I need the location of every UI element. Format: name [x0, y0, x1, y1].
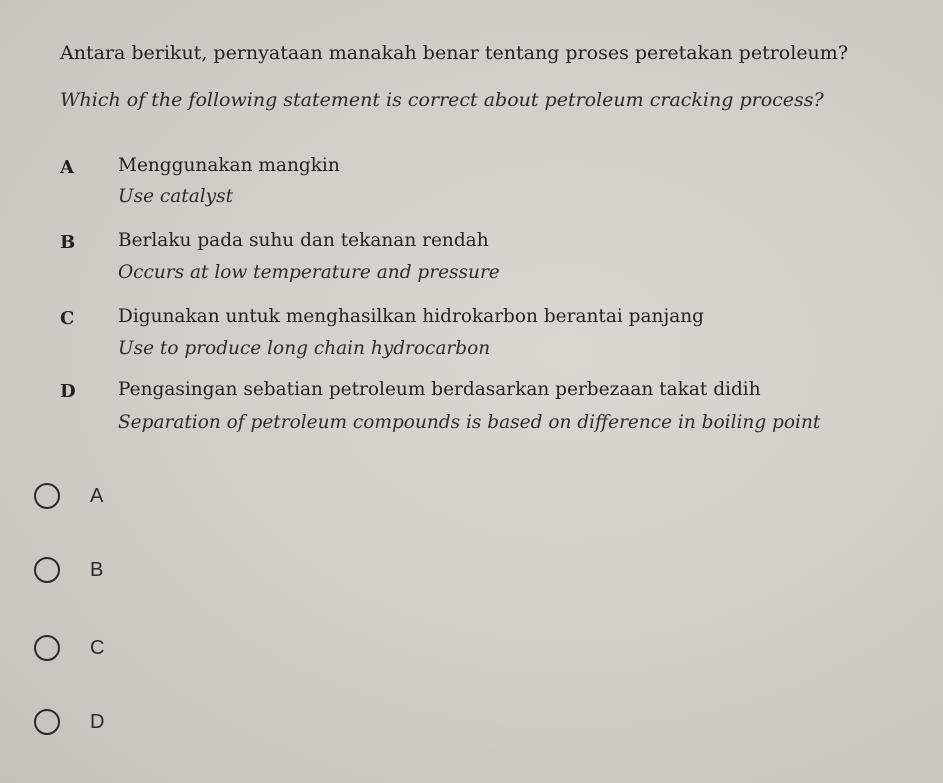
answer-choice-c-label[interactable]: C — [90, 636, 105, 659]
answer-choice-a[interactable] — [34, 476, 234, 516]
radio-button-c[interactable] — [34, 635, 60, 661]
option-d-letter: D — [60, 381, 76, 402]
option-b-text-malay: Berlaku pada suhu dan tekanan rendah — [118, 230, 489, 251]
option-b-letter: B — [60, 232, 76, 253]
radio-button-a[interactable] — [34, 483, 60, 509]
radio-button-b[interactable] — [34, 557, 60, 583]
question-text-malay: Antara berikut, pernyataan manakah benar tentang proses peretakan petroleum? — [60, 42, 848, 64]
option-d-text-english: Separation of petroleum compounds is based on difference in boiling point — [118, 412, 821, 433]
option-c-text-english: Use to produce long chain hydrocarbon — [118, 338, 491, 359]
option-b-text-english: Occurs at low temperature and pressure — [118, 262, 500, 283]
option-a-text-english: Use catalyst — [118, 186, 234, 207]
answer-choice-b-label[interactable]: B — [90, 558, 104, 581]
answer-choice-b[interactable] — [34, 550, 234, 590]
option-c-text-malay: Digunakan untuk menghasilkan hidrokarbon berantai panjang — [118, 306, 704, 327]
radio-button-d[interactable] — [34, 709, 60, 735]
option-d-text-malay: Pengasingan sebatian petroleum berdasarkan perbezaan takat didih — [118, 379, 761, 400]
answer-choice-c[interactable] — [34, 628, 234, 668]
answer-choice-d[interactable] — [34, 702, 234, 742]
option-a-letter: A — [60, 157, 74, 178]
option-c-letter: C — [60, 308, 75, 329]
question-text-english: Which of the following statement is correct about petroleum cracking process? — [60, 89, 824, 111]
option-a-text-malay: Menggunakan mangkin — [118, 155, 340, 176]
answer-choice-d-label[interactable]: D — [90, 710, 105, 733]
answer-choice-a-label[interactable]: A — [90, 484, 104, 507]
